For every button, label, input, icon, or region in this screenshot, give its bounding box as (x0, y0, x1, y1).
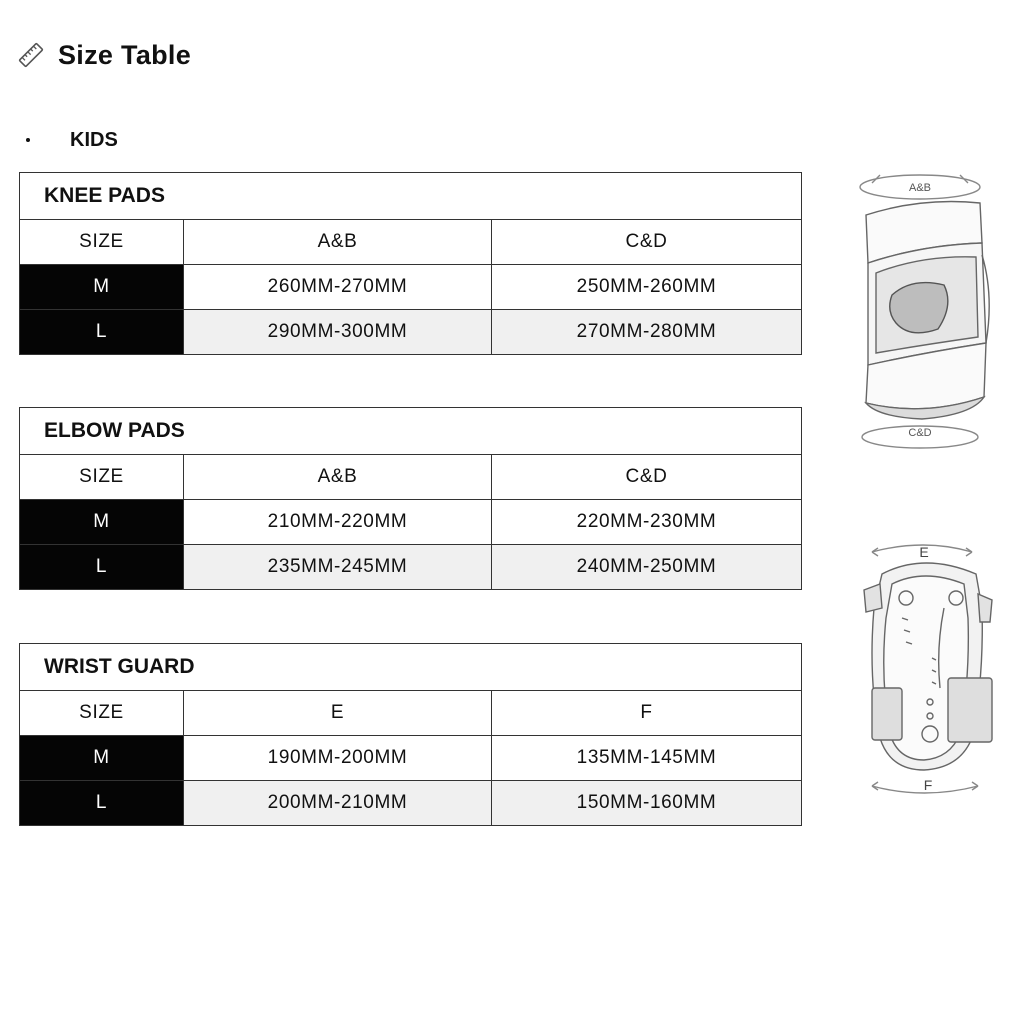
measure-cell: 240MM-250MM (492, 545, 801, 589)
table-title: ELBOW PADS (20, 408, 801, 455)
wrist-guard-illustration (860, 538, 1000, 803)
table-row (20, 310, 801, 354)
page-header (18, 38, 191, 72)
cd-label: C&D (908, 427, 932, 439)
ab-label: A&B (908, 182, 932, 194)
column-header: SIZE (20, 455, 184, 499)
measure-cell: 135MM-145MM (576, 747, 717, 768)
measure-cell: 260MM-270MM (184, 265, 492, 309)
column-header: E (184, 691, 492, 735)
size-cell: M (20, 736, 184, 780)
e-label: E (919, 544, 929, 560)
column-header: A&B (184, 220, 492, 264)
table-header-row (20, 455, 801, 500)
elbow-pads-table (19, 407, 802, 590)
column-header: SIZE (20, 220, 184, 264)
table-row (20, 500, 801, 545)
knee-pads-table (19, 172, 802, 355)
measure-cell: 220MM-230MM (576, 511, 717, 532)
table-header-row (20, 691, 801, 736)
measure-cell: 250MM-260MM (576, 276, 717, 297)
table-row (20, 545, 801, 589)
measure-cell: 190MM-200MM (184, 736, 492, 780)
measure-cell: 210MM-220MM (184, 500, 492, 544)
column-header: SIZE (20, 691, 184, 735)
knee-elbow-pad-illustration (852, 165, 992, 460)
column-header: A&B (184, 455, 492, 499)
wrist-guard-table (19, 643, 802, 826)
size-cell: L (20, 310, 184, 354)
ruler-icon (18, 42, 44, 68)
size-cell: M (20, 500, 184, 544)
column-header: F (640, 702, 653, 723)
size-cell: M (20, 265, 184, 309)
f-label: F (923, 777, 933, 793)
measure-cell: 290MM-300MM (184, 310, 492, 354)
measure-cell: 235MM-245MM (184, 545, 492, 589)
table-title: WRIST GUARD (20, 644, 801, 691)
column-header: C&D (625, 231, 668, 252)
measure-cell: 150MM-160MM (492, 781, 801, 825)
size-cell: L (20, 545, 184, 589)
section-title: KIDS (70, 128, 118, 151)
measure-cell: 270MM-280MM (492, 310, 801, 354)
page-title: Size Table (58, 39, 192, 70)
size-cell: L (20, 781, 184, 825)
table-row (20, 265, 801, 310)
table-row (20, 781, 801, 825)
bullet-icon (26, 138, 30, 142)
column-header: C&D (625, 466, 668, 487)
table-title: KNEE PADS (20, 173, 801, 220)
section-label (26, 126, 118, 154)
table-row (20, 736, 801, 781)
measure-cell: 200MM-210MM (184, 781, 492, 825)
table-header-row (20, 220, 801, 265)
